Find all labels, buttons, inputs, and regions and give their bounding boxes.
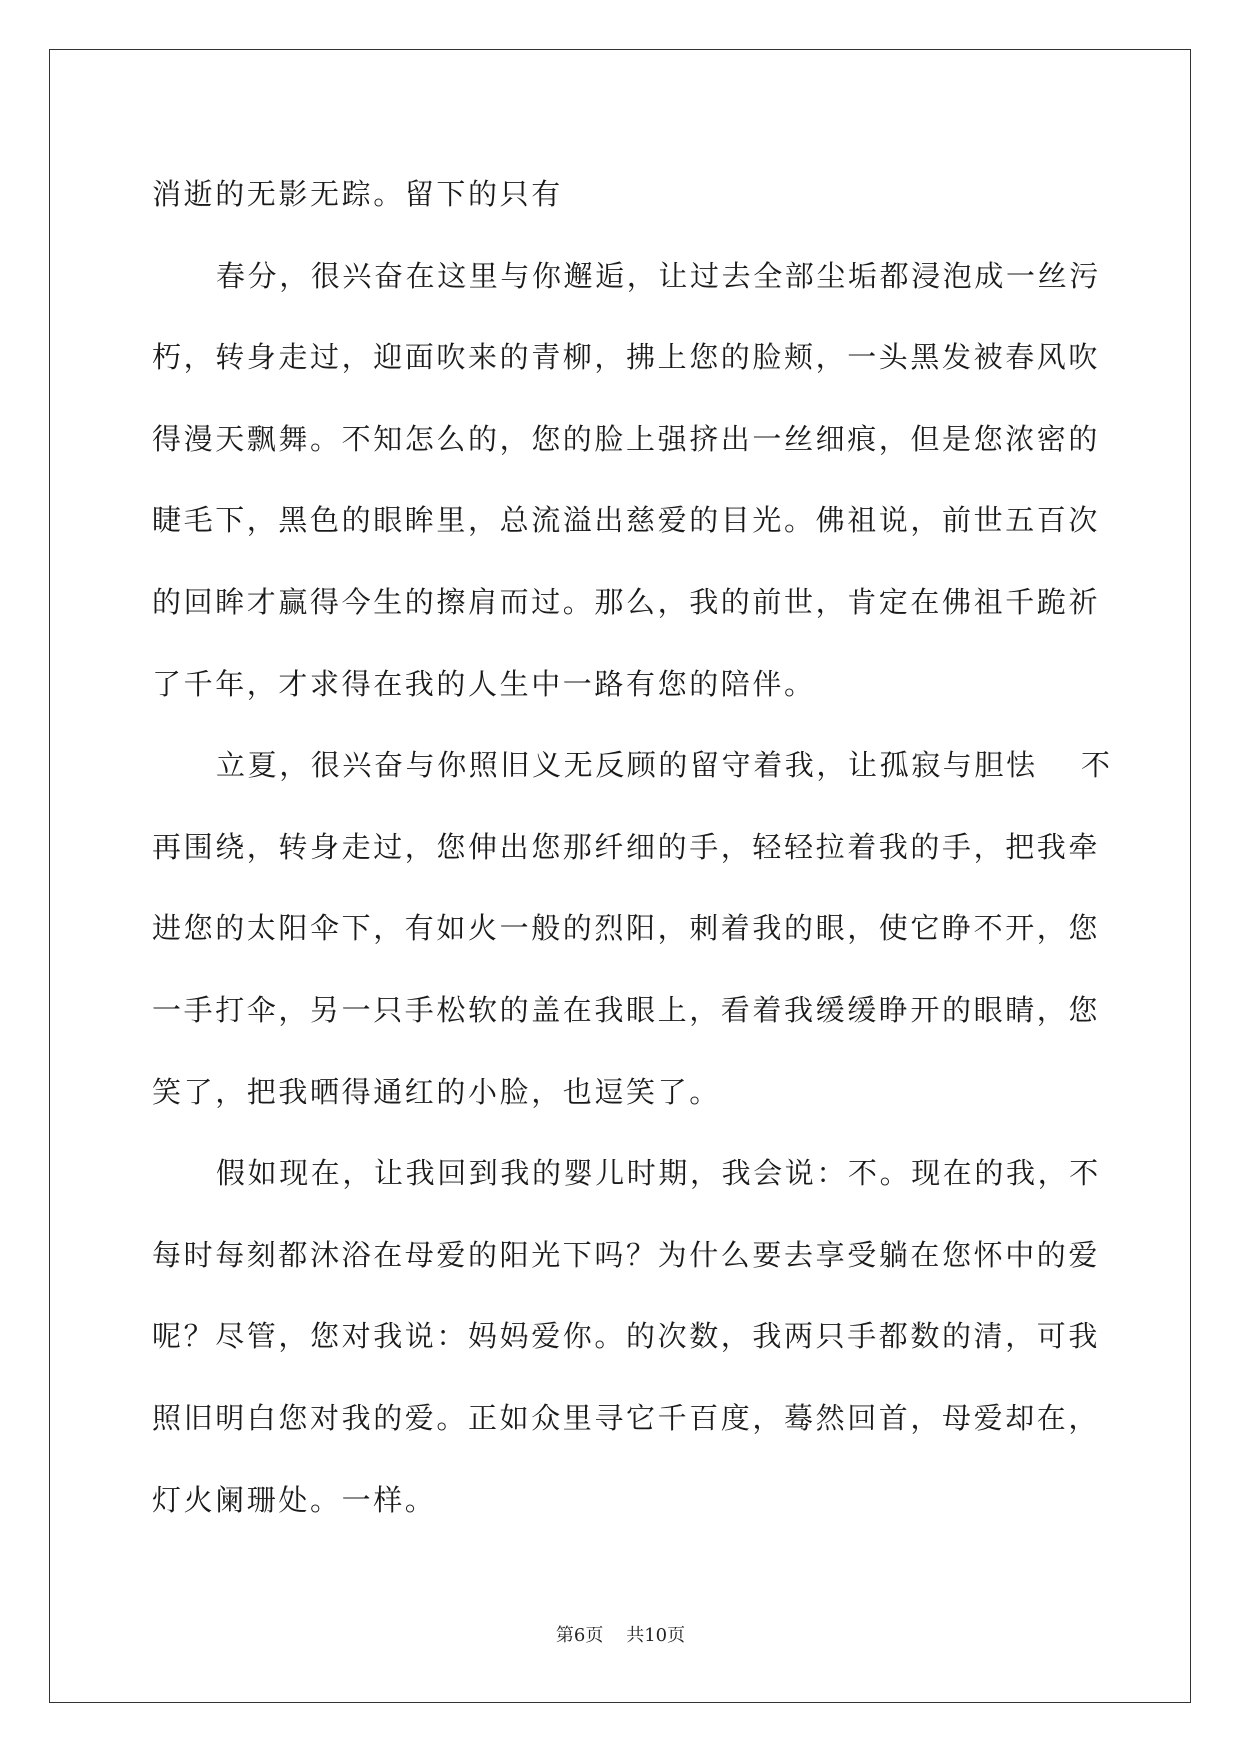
text-line: 进您的太阳伞下，有如火一般的烈阳，刺着我的眼，使它睁不开，您 xyxy=(152,911,1101,946)
text-line: 春分，很兴奋在这里与你邂逅，让过去全部尘垢都浸泡成一丝污 xyxy=(216,258,1101,293)
document-body xyxy=(152,167,1113,1554)
text-line: 朽，转身走过，迎面吹来的青柳，拂上您的脸颊，一头黑发被春风吹 xyxy=(152,340,1101,375)
text-line: 立夏，很兴奋与你照旧义无反顾的留守着我，让孤寂与胆怯 不 xyxy=(216,748,1113,783)
text-line: 得漫天飘舞。不知怎么的，您的脸上强挤出一丝细痕，但是您浓密的 xyxy=(152,421,1101,456)
text-line: 再围绕，转身走过，您伸出您那纤细的手，轻轻拉着我的手，把我牵 xyxy=(152,829,1101,864)
text-line: 灯火阑珊处。一样。 xyxy=(152,1482,437,1517)
text-line: 每时每刻都沐浴在母爱的阳光下吗？为什么要去享受躺在您怀中的爱 xyxy=(152,1237,1101,1272)
page-footer xyxy=(0,1621,1241,1647)
text-line: 假如现在，让我回到我的婴儿时期，我会说：不。现在的我，不 xyxy=(216,1156,1101,1191)
text-line: 照旧明白您对我的爱。正如众里寻它千百度，蓦然回首，母爱却在， xyxy=(152,1400,1101,1435)
page-number: 第6页 xyxy=(555,1625,604,1646)
text-line: 了千年，才求得在我的人生中一路有您的陪伴。 xyxy=(152,666,816,701)
page-total: 共10页 xyxy=(626,1625,686,1646)
text-line: 的回眸才赢得今生的擦肩而过。那么，我的前世，肯定在佛祖千跪祈 xyxy=(152,584,1101,619)
text-line: 睫毛下，黑色的眼眸里，总流溢出慈爱的目光。佛祖说，前世五百次 xyxy=(152,503,1101,538)
text-line: 消逝的无影无踪。留下的只有 xyxy=(152,177,563,211)
text-line: 一手打伞，另一只手松软的盖在我眼上，看着我缓缓睁开的眼睛，您 xyxy=(152,992,1101,1027)
text-line: 笑了，把我晒得通红的小脸，也逗笑了。 xyxy=(152,1074,721,1109)
text-line: 呢？尽管，您对我说：妈妈爱你。的次数，我两只手都数的清，可我 xyxy=(152,1319,1101,1354)
